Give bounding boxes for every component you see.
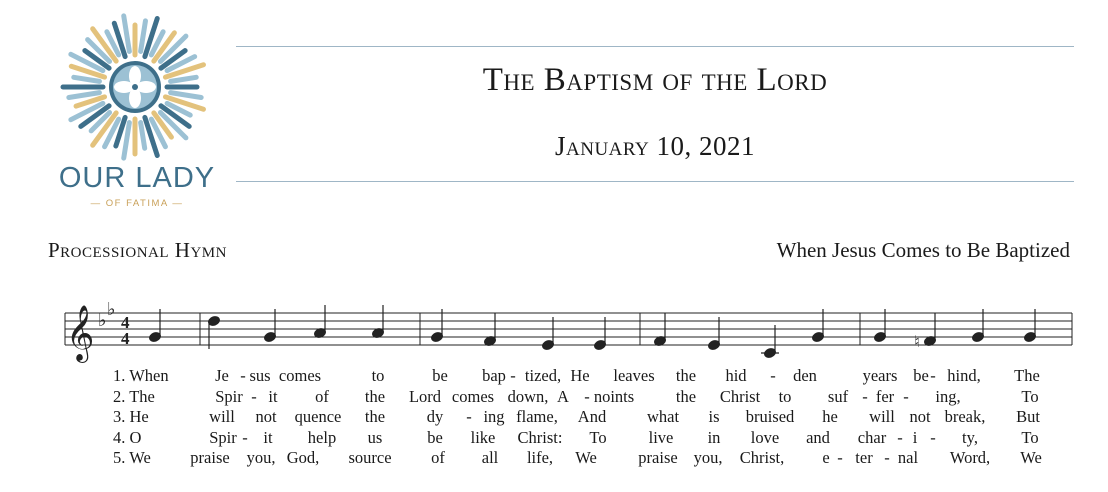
lyric-syllable: not — [255, 407, 277, 426]
time-signature: 4 — [121, 313, 130, 332]
lyric-syllable: you, — [246, 448, 276, 467]
lyric-syllable: what — [646, 407, 680, 426]
lyric-syllable: of — [315, 386, 329, 406]
sunburst-logo-icon — [60, 12, 210, 162]
lyric-syllable: to — [778, 386, 792, 406]
lyric-syllable: you, — [693, 448, 723, 467]
parish-logo — [52, 12, 222, 212]
lyric-syllable: - — [466, 407, 472, 426]
lyric-syllable: - — [242, 427, 248, 447]
lyric-syllable: the — [364, 386, 386, 406]
flat-icon: ♭ — [98, 310, 107, 331]
logo-subtitle: — OF FATIMA — — [90, 198, 184, 209]
lyric-syllable: be — [432, 366, 448, 385]
lyric-syllable: down, — [507, 386, 549, 406]
lyric-syllable: fer — [875, 386, 895, 406]
lyric-syllable: - — [510, 366, 516, 385]
lyric-syllable: - — [770, 366, 776, 385]
lyric-syllable: - — [930, 366, 936, 385]
lyric-syllable: leaves — [613, 366, 655, 385]
lyric-syllable: To — [1021, 427, 1039, 447]
lyric-syllable: Christ: — [517, 427, 563, 447]
lyric-syllable: bap — [482, 366, 506, 385]
lyric-syllable: bruised — [745, 407, 795, 426]
lyric-syllable: be — [427, 427, 443, 447]
lyric-syllable: to — [371, 366, 385, 385]
lyric-syllable: comes — [278, 366, 322, 385]
lyric-syllable: it — [263, 427, 273, 447]
lyric-syllable: is — [708, 407, 720, 426]
lyric-syllable: he — [822, 407, 838, 426]
verse-number: 5. We — [113, 448, 151, 467]
lyric-syllable: - — [884, 448, 890, 467]
lyric-syllable: Word, — [949, 448, 991, 467]
lyric-syllable: like — [470, 427, 496, 447]
verse-number: 2. The — [113, 386, 155, 406]
lyric-syllable: be — [913, 366, 929, 385]
lyric-syllable: ing, — [935, 386, 961, 406]
verse-number: 1. When — [113, 366, 169, 385]
lyric-syllable: God, — [286, 448, 320, 467]
lyric-syllable: of — [431, 448, 445, 467]
lyric-syllable: We — [575, 448, 597, 467]
section-label: Processional Hymn — [48, 238, 227, 262]
lyric-syllable: flame, — [516, 407, 558, 426]
natural-icon: ♮ — [914, 332, 920, 351]
verse-number: 4. O — [113, 427, 142, 447]
treble-clef-icon: 𝄞 — [66, 305, 95, 361]
lyric-syllable: Spir — [215, 386, 243, 406]
lyric-syllable: Spir — [209, 427, 237, 447]
lyric-syllable: ty, — [962, 427, 978, 447]
lyric-syllable: and — [806, 427, 830, 447]
lyric-syllable: To — [1021, 386, 1039, 406]
lyric-syllable: will — [209, 407, 235, 426]
lyric-syllable: it — [268, 386, 278, 406]
header-rule-bottom — [236, 181, 1074, 182]
lyric-syllable: Christ — [719, 386, 761, 406]
flat-icon: ♭ — [107, 299, 116, 320]
lyric-syllable: love — [750, 427, 780, 447]
lyric-syllable: i — [912, 427, 918, 447]
lyric-syllable: - — [251, 386, 257, 406]
lyric-syllable: e — [822, 448, 830, 467]
lyric-syllable: And — [577, 407, 607, 426]
lyric-syllable: break, — [944, 407, 986, 426]
lyric-syllable: - — [930, 427, 936, 447]
lyric-syllable: Je — [215, 366, 229, 385]
lyric-syllable: nal — [897, 448, 919, 467]
lyric-syllable: the — [364, 407, 386, 426]
lyric-syllable: quence — [294, 407, 342, 426]
lyric-syllable: the — [675, 386, 697, 406]
lyric-syllable: - — [240, 366, 246, 385]
lyric-syllable: praise — [638, 448, 678, 467]
lyric-syllable: dy — [426, 407, 444, 426]
lyric-syllable: - — [584, 386, 590, 406]
lyric-syllable: live — [648, 427, 674, 447]
lyric-syllable: the — [675, 366, 697, 385]
lyric-syllable: sus — [249, 366, 271, 385]
lyric-syllable: will — [869, 407, 895, 426]
page-title: The Baptism of the Lord — [482, 62, 828, 98]
lyric-syllable: But — [1016, 407, 1040, 426]
lyric-syllable: - — [837, 448, 843, 467]
lyric-syllable: suf — [827, 386, 849, 406]
lyric-syllable: He — [570, 366, 590, 385]
lyric-syllable: hind, — [947, 366, 981, 385]
lyric-syllable: Lord — [408, 386, 442, 406]
lyric-syllable: noints — [593, 386, 635, 406]
lyric-syllable: A — [557, 386, 569, 406]
lyric-syllable: char — [857, 427, 887, 447]
lyric-syllable: - — [862, 386, 868, 406]
lyric-syllable: in — [707, 427, 721, 447]
lyric-syllable: comes — [451, 386, 495, 406]
lyric-syllable: hid — [725, 366, 747, 385]
lyric-syllable: us — [367, 427, 383, 447]
lyric-syllable: - — [903, 386, 909, 406]
lyric-syllable: help — [307, 427, 337, 447]
logo-name: OUR LADY — [58, 162, 216, 194]
music-staff — [0, 295, 1108, 370]
lyric-syllable: The — [1014, 366, 1040, 385]
lyric-syllable: ing — [483, 407, 505, 426]
lyric-syllable: source — [348, 448, 392, 467]
header-rule-top — [236, 46, 1074, 47]
lyric-syllable: years — [862, 366, 898, 385]
time-signature: 4 — [121, 329, 130, 348]
lyric-syllable: To — [589, 427, 607, 447]
hymn-title: When Jesus Comes to Be Baptized — [776, 238, 1070, 262]
lyric-syllable: den — [793, 366, 817, 385]
lyric-syllable: not — [909, 407, 931, 426]
lyric-syllable: ter — [855, 448, 873, 467]
lyric-syllable: We — [1020, 448, 1042, 467]
page-date: January 10, 2021 — [555, 131, 755, 161]
lyric-syllable: - — [897, 427, 903, 447]
verse-number: 3. He — [113, 407, 149, 426]
lyric-syllable: all — [481, 448, 499, 467]
lyric-syllable: Christ, — [739, 448, 785, 467]
lyric-syllable: tized, — [524, 366, 562, 385]
lyric-syllable: praise — [190, 448, 230, 467]
lyric-syllable: life, — [526, 448, 554, 467]
